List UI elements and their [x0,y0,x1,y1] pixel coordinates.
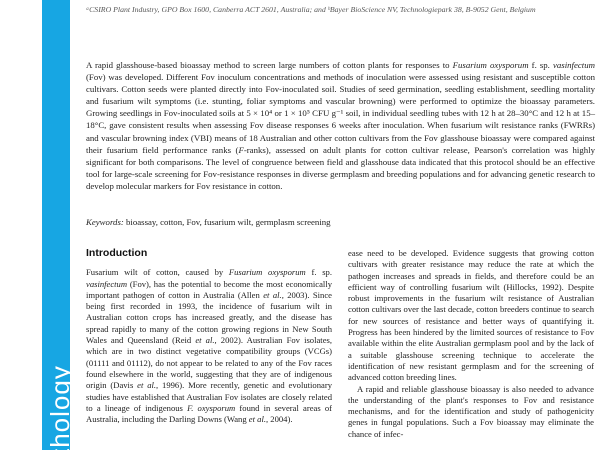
keywords-line [86,217,595,227]
left-column [86,248,332,440]
section-heading-introduction: Introduction [86,247,148,259]
introduction-columns [86,248,595,440]
keywords-label: Keywords: [86,217,124,227]
introduction-paragraph-2: ease need to be developed. Evidence suggests that growing cotton cultivars with greater resistance may reduce the rate at which the pathogen increases and spreads in fields, and therefore could be an efficient way of controlling fusarium wilt (Hillocks, 1992). Despite robust improvements in the fusarium wilt resistance of Australian cotton cultivars over the last decade, cotton breeders continue to search for new sources of resistance and better ways of quantifying it. Progress has been hindered by the limited sources of resistance to Fov available within the elite Australian germplasm pool and by the lack of a suitable glasshouse screening technique to accelerate the identification of new resistant germplasm and for the screening of advanced cotton breeding lines. [348,248,594,383]
introduction-paragraph-3: A rapid and reliable glasshouse bioassay is also needed to advance the understanding of the plant's responses to Fov and resistance mechanisms, and for the identification and study of pathogenicity genes in fungal populations. Such a Fov bioassay may eliminate the chance of infec- [348,383,594,439]
journal-spine-label: thology [45,365,75,456]
affiliation-line: ᵃCSIRO Plant Industry, GPO Box 1600, Canberra ACT 2601, Australia; and ᵇBayer BioScience NV, Technologiepark 38, B-9052 Gent, Belgium [86,5,536,14]
abstract-paragraph: A rapid glasshouse-based bioassay method to screen large numbers of cotton plants for responses to Fusarium oxysporum f. sp. vasinfectum (Fov) was developed. Different Fov inoculum concentrations and methods of inoculation were assessed using resistant and susceptible cotton cultivars. Cotton seeds were planted directly into Fov-inoculated soil. Studies of seed germination, seedling establishment, seedling mortality and fusarium wilt symptoms (i.e. stunting, foliar symptoms and vascular browning) were performed to optimize the bioassay parameters. Growing seedlings in Fov-inoculated soils at 5 × 10⁴ or 1 × 10⁵ CFU g⁻¹ soil, in individual seedling tubes with 12 h at 28–30°C and 12 h at 15–18°C, gave consistent results when assessing Fov disease responses 6 weeks after inoculation. When fusarium wilt resistance ranks (FWRRs) and vascular browning index (VBI) means of 18 Australian and other cotton cultivars from the Fov glasshouse bioassay were compared against their fusarium field performance ranks (F-ranks), assessed on adult plants for cotton cultivar release, Pearson's correlation was highly significant for both comparisons. The level of congruence between field and glasshouse data indicated that this protocol should be an effective tool for large-scale screening for Fov-resistance responses in diverse germplasm and breeding populations and for advancing genetic research to develop molecular markers for Fov resistance in cotton. [86,60,596,191]
right-column [348,248,594,440]
keywords-list: bioassay, cotton, Fov, fusarium wilt, germplasm screening [123,217,331,227]
introduction-paragraph-1: Fusarium wilt of cotton, caused by Fusarium oxysporum f. sp. vasinfectum (Fov), has the potential to become the most economically important pathogen of cotton in Australia (Allen et al., 2003). Since being first recorded in 1993, the incidence of fusarium wilt in Australian cotton crops has increased greatly, and the disease has spread rapidly to many of the cotton growing regions in New South Wales and Queensland (Reid et al., 2002). Australian Fov isolates, which are in two distinct vegetative compatibility groups (VCGs) (01111 and 01112), do not appear to be related to any of the Fov races found elsewhere in the world, suggesting that they are of indigenous origin (Davis et al., 1996). More recently, genetic and evolutionary studies have established that Australian Fov isolates are closely related to a lineage of indigenous F. oxysporum found in several areas of Australia, including the Darling Downs (Wang et al., 2004). [86,267,333,425]
